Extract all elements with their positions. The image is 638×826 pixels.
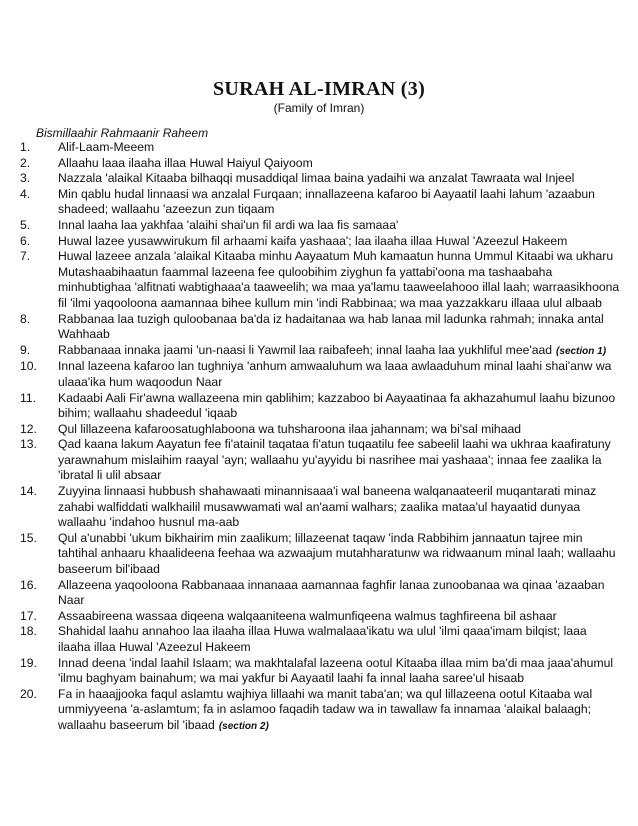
verse-text-block: [58, 687, 620, 735]
verse-item: [20, 609, 620, 625]
verse-text-block: [58, 156, 620, 172]
verse-item: [20, 531, 620, 578]
bismillah-line: Bismillaahir Rahmaanir Raheem: [36, 126, 209, 140]
verse-text: Huwal lazee yusawwirukum fil arhaami kaifa yashaaa'; laa ilaaha illaa Huwal 'Azeezul Hakeem: [58, 233, 568, 248]
page-title: SURAH AL-IMRAN (3): [212, 78, 426, 100]
verse-number: 5.: [20, 217, 31, 232]
verse-text: Rabbanaaa innaka jaami 'un-naasi li Yawmil laa raibafeeh; innal laaha laa yukhliful mee'aad: [58, 342, 553, 357]
verse-text: Zuyyina linnaasi hubbush shahawaati minannisaaa'i wal baneena walqanaateeril muqantarati minaz zahabi walfiddati walkhailil musawwamati wal an'aami walhars; zaalika mataa'ul hayaatid dunyaa wallaahu 'indahoo husnul ma-aab: [58, 484, 597, 530]
verse-item: [20, 249, 620, 311]
verse-item: [20, 187, 620, 218]
verse-number: 9.: [20, 342, 31, 357]
verse-text-block: [58, 422, 620, 438]
section-marker: (section 1): [556, 345, 607, 357]
page-subtitle: (Family of Imran): [273, 101, 365, 115]
verse-text: Nazzala 'alaikal Kitaaba bilhaqqi musaddiqal limaa baina yadaihi wa anzalat Tawraata wal Injeel: [58, 171, 575, 186]
verse-item: [20, 624, 620, 655]
verse-list: [20, 140, 620, 735]
verse-text: Qul a'unabbi 'ukum bikhairim min zaalikum; lillazeenat taqaw 'inda Rabbihim jannaatun tajree min tahtihal anhaaru khaalideena feehaa wa azwaajum mutahharatunw wa ridwaanum minal laah; wallaahu baseerum bil'ibaad: [58, 530, 616, 577]
verse-text: Rabbanaa laa tuzigh quloobanaa ba'da iz hadaitanaa wa hab lanaa mil ladunka rahmah; innaka antal Wahhaab: [58, 311, 604, 342]
verse-number: 12.: [20, 421, 37, 436]
verse-item: [20, 359, 620, 390]
verse-item: [20, 140, 620, 156]
verse-item: [20, 656, 620, 687]
verse-text: Huwal lazeee anzala 'alaikal Kitaaba minhu Aayaatum Muh kamaatun hunna Ummul Kitaabi wa ukharu Mutashaabihaatun faammal lazeena fee quloobihim ziyghun fa yattabi'oona ma tashaabaha minhubtighaa 'alfitnati wabtighaaa'a taaweelih; wa maa ya'lamu taaweelahooo illal laah; warraasikhoona fil 'ilmi yaqooloona aamannaa bihee kullum min 'indi Rabbinaa; wa maa yazzakkaru illaaa ulul albaab: [58, 249, 620, 310]
verse-number: 4.: [20, 186, 31, 201]
verse-item: [20, 156, 620, 172]
section-marker: (section 2): [218, 720, 269, 732]
verse-text: Allaahu laaa ilaaha illaa Huwal Haiyul Qaiyoom: [58, 155, 313, 170]
verse-number: 2.: [20, 155, 31, 170]
verse-text-block: [58, 484, 620, 531]
verse-text: Allazeena yaqooloona Rabbanaaa innanaaa aamannaa faghfir lanaa zunoobanaa wa qinaa 'azaaban Naar: [58, 577, 605, 608]
verse-number: 11.: [20, 390, 37, 405]
verse-text-block: [58, 391, 620, 422]
verse-item: [20, 343, 620, 360]
verse-number: 20.: [20, 686, 37, 701]
verse-text-block: [58, 359, 620, 390]
verse-number: 6.: [20, 233, 31, 248]
verse-text-block: [58, 140, 620, 156]
verse-text-block: [58, 531, 620, 578]
verse-text: Fa in haaajjooka faqul aslamtu wajhiya lillaahi wa manit taba'an; wa qul lillazeena ootul Kitaaba wal ummiyyeena 'a-aslamtum; fa in aslamoo faqadih tadaw wa in tawallaw fa innamaa 'alaikal balaagh; wallaahu baseerum bil 'ibaad: [58, 686, 593, 732]
verse-item: [20, 687, 620, 735]
verse-text: Min qablu hudal linnaasi wa anzalal Furqaan; innallazeena kafaroo bi Aayaatil laahi lahum 'azaabun shadeed; wallaahu 'azeezun zun tiqaam: [58, 186, 595, 217]
verse-text: Innal laaha laa yakhfaa 'alaihi shai'un fil ardi wa laa fis samaaa': [58, 217, 399, 232]
verse-text-block: [58, 656, 620, 687]
verse-text: Alif-Laam-Meeem: [58, 140, 155, 154]
verse-number: 16.: [20, 577, 37, 592]
verse-text-block: [58, 578, 620, 609]
verse-text: Qad kaana lakum Aayatun fee fi'atainil taqataa fi'atun tuqaatilu fee sabeelil laahi wa ukhraa kaafiratuny yarawnahum mislaihim raayal 'ayn; wallaahu yu'ayyidu bi nasrihee mai yashaaa'; innaa fee zaalika la 'ibratal li ulil absaar: [58, 437, 611, 483]
verse-number: 1.: [20, 140, 31, 154]
verse-text: Shahidal laahu annahoo laa ilaaha illaa Huwa walmalaaa'ikatu wa ulul 'ilmi qaaa'imam bilqist; laaa ilaaha illaa Huwal 'Azeezul Hakeem: [58, 624, 587, 654]
verse-item: [20, 578, 620, 609]
verse-text-block: [58, 624, 620, 655]
verse-number: 15.: [20, 530, 37, 545]
verse-text: Assaabireena wassaa diqeena walqaaniteena walmunfiqeena walmus taghfireena bil ashaar: [58, 608, 557, 623]
verse-number: 14.: [20, 484, 37, 499]
verse-number: 13.: [20, 437, 37, 452]
verse-number: 7.: [20, 249, 31, 264]
verse-item: [20, 218, 620, 234]
verse-text-block: [58, 312, 620, 343]
verse-text: Kadaabi Aali Fir'awna wallazeena min qablihim; kazzaboo bi Aayaatinaa fa akhazahumul laahu bizunoo bihim; wallaahu shadeedul 'iqaab: [58, 390, 616, 421]
verse-text-block: [58, 171, 620, 187]
verse-item: [20, 234, 620, 250]
verse-number: 18.: [20, 624, 37, 639]
verse-text-block: [58, 343, 620, 360]
verse-number: 17.: [20, 608, 37, 623]
verse-text-block: [58, 234, 620, 250]
verse-item: [20, 437, 620, 484]
verse-number: 19.: [20, 655, 37, 670]
verse-text-block: [58, 249, 620, 311]
verse-text-block: [58, 609, 620, 625]
verse-item: [20, 484, 620, 531]
verse-text-block: [58, 187, 620, 218]
verse-number: 8.: [20, 311, 31, 326]
verse-number: 10.: [20, 359, 37, 374]
verse-text-block: [58, 218, 620, 234]
verse-text: Qul lillazeena kafaroosatughlaboona wa tuhsharoona ilaa jahannam; wa bi'sal mihaad: [58, 421, 522, 436]
verse-item: [20, 422, 620, 438]
verse-item: [20, 171, 620, 187]
verse-text: Innad deena 'indal laahil Islaam; wa makhtalafal lazeena ootul Kitaaba illaa mim ba'di maa jaaa'ahumul 'ilmu baghyam bainahum; wa mai yakfur bi Aayaatil laahi fa innal laaha saree'ul hisaab: [58, 655, 614, 686]
verse-item: [20, 391, 620, 422]
verse-text: Innal lazeena kafaroo lan tughniya 'anhum amwaaluhum wa laaa awlaaduhum minal laahi shai'anw wa ulaaa'ika hum waqoodun Naar: [58, 359, 612, 389]
verse-text-block: [58, 437, 620, 484]
verse-item: [20, 312, 620, 343]
verse-number: 3.: [20, 171, 31, 186]
